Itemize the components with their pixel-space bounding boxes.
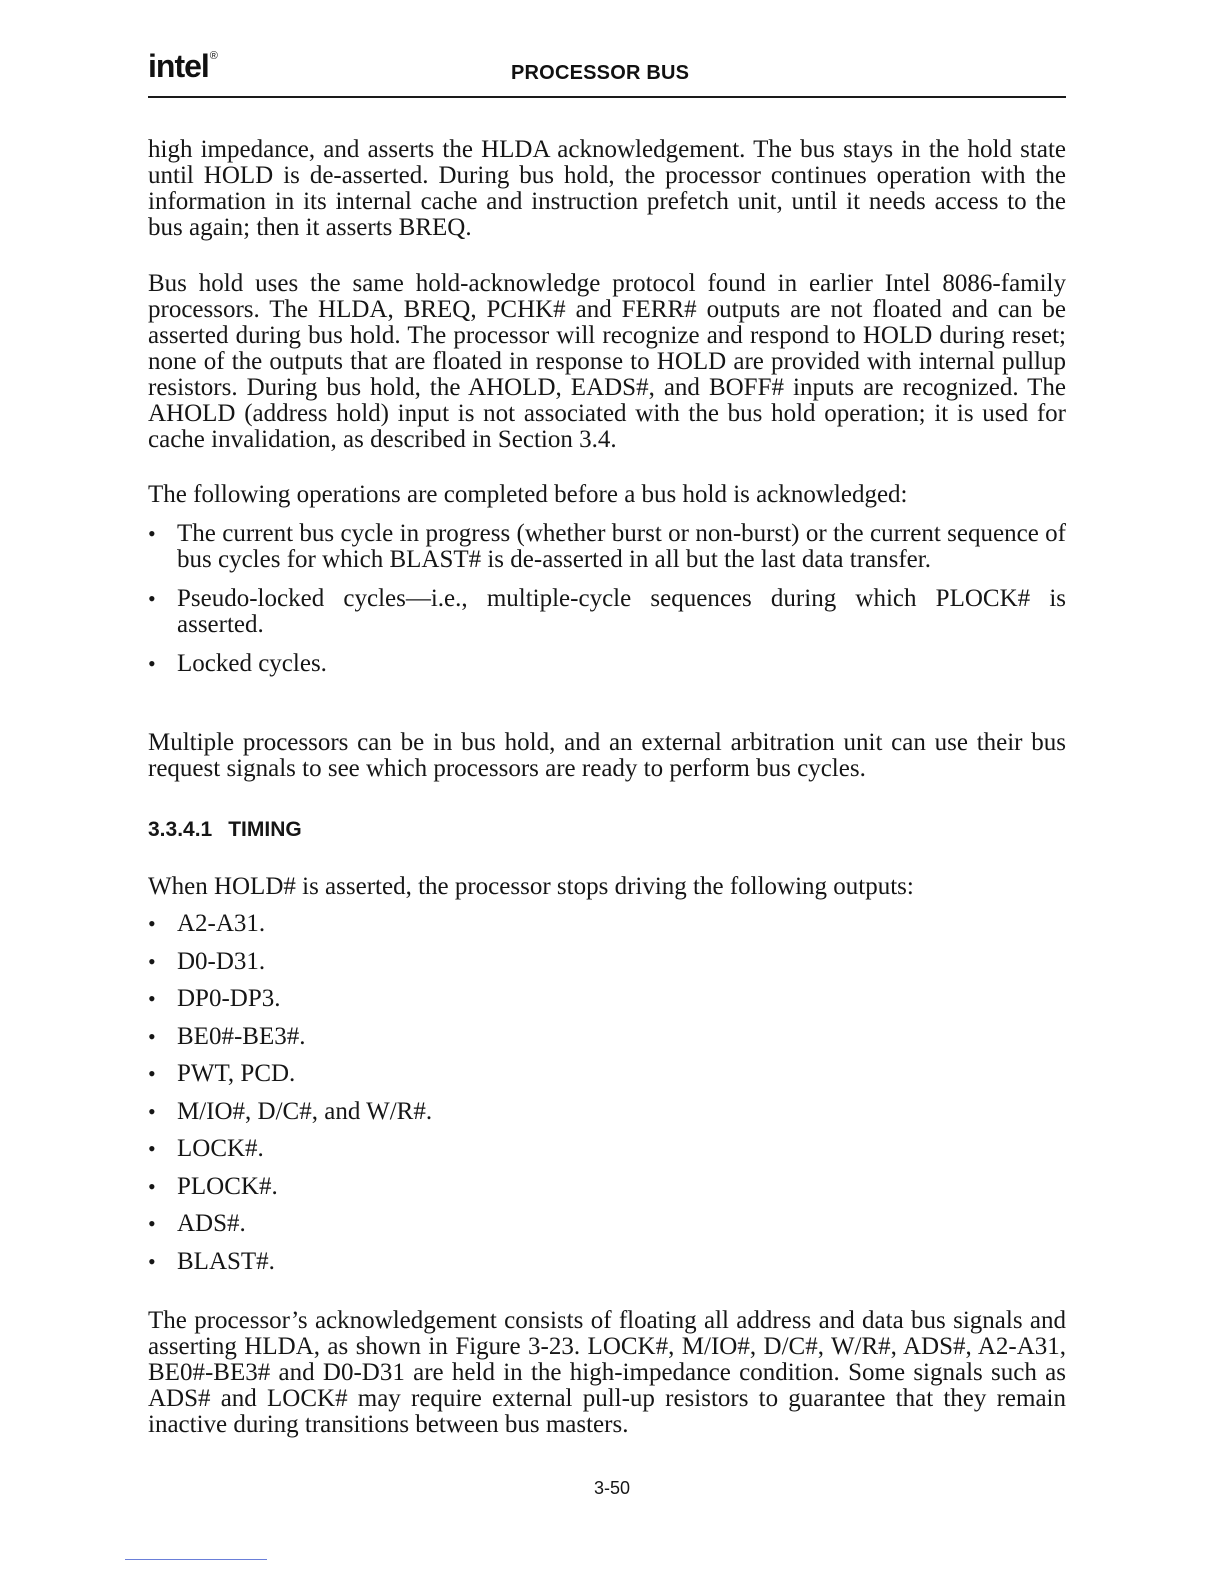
list-item: • M/IO#, D/C#, and W/R#. [148,1099,1066,1125]
paragraph-hold-protocol: Bus hold uses the same hold-acknowledge protocol found in earlier Intel 8086-family processors. The HLDA, BREQ, PCHK# and FERR# outputs are not floated and can be asserted during bus hold. The processor will recognize and respond to HOLD during reset; none of the outputs that are floated in response to HOLD are provided with internal pullup resistors. During bus hold, the AHOLD, EADS#, and BOFF# inputs are recognized. The AHOLD (address hold) input is not associated with the bus hold operation; it is used for cache invalidation, as described in Section 3.4. [148,270,1066,453]
list-item: • DP0-DP3. [148,986,1066,1012]
list-item: • ADS#. [148,1211,1066,1237]
paragraph-multiple-processors: Multiple processors can be in bus hold, and an external arbitration unit can use their bus request signals to see which processors are ready to perform bus cycles. [148,729,1066,782]
paragraph-hold-asserted: When HOLD# is asserted, the processor stops driving the following outputs: [148,873,914,900]
list-item: • D0-D31. [148,949,1066,975]
list-item: • PWT, PCD. [148,1061,1066,1087]
list-item: • The current bus cycle in progress (whether burst or non-burst) or the current sequence of bus cycles for which BLAST# is de-asserted in all but the last data transfer. [148,521,1066,573]
page-number: 3-50 [593,1478,631,1498]
list-item: • Locked cycles. [148,651,1066,677]
list-item: • PLOCK#. [148,1174,1066,1200]
list-item: • Pseudo-locked cycles—i.e., multiple-cycle sequences during which PLOCK# is asserted. [148,586,1066,638]
section-title: TIMING [228,818,302,841]
floated-outputs-list [148,911,1066,1275]
paragraph-operations-intro: The following operations are completed before a bus hold is acknowledged: [148,481,908,508]
logo-wordmark: intel [148,48,209,84]
section-number: 3.3.4.1 [148,818,213,841]
list-item: • LOCK#. [148,1136,1066,1162]
hold-operations-list [148,521,1066,677]
page-header [148,48,1066,98]
registered-mark: ® [209,50,217,63]
list-item: • BE0#-BE3#. [148,1024,1066,1050]
intel-logo [148,48,217,85]
footer-rule [125,1559,267,1560]
section-heading [148,818,302,842]
paragraph-hold-state: high impedance, and asserts the HLDA acknowledgement. The bus stays in the hold state until HOLD is de-asserted. During bus hold, the processor continues operation with the information in its internal cache and instruction prefetch unit, until it needs access to the bus again; then it asserts BREQ. [148,136,1066,241]
paragraph-acknowledgement: The processor’s acknowledgement consists of floating all address and data bus signals and asserting HLDA, as shown in Figure 3-23. LOCK#, M/IO#, D/C#, W/R#, ADS#, A2-A31, BE0#-BE3# and D0-D31 are held in the high-impedance condition. Some signals such as ADS# and LOCK# may require external pull-up resistors to guarantee that they remain inactive during transitions between bus masters. [148,1307,1066,1438]
running-title: PROCESSOR BUS [511,62,690,84]
list-item: • BLAST#. [148,1249,1066,1275]
list-item: • A2-A31. [148,911,1066,937]
